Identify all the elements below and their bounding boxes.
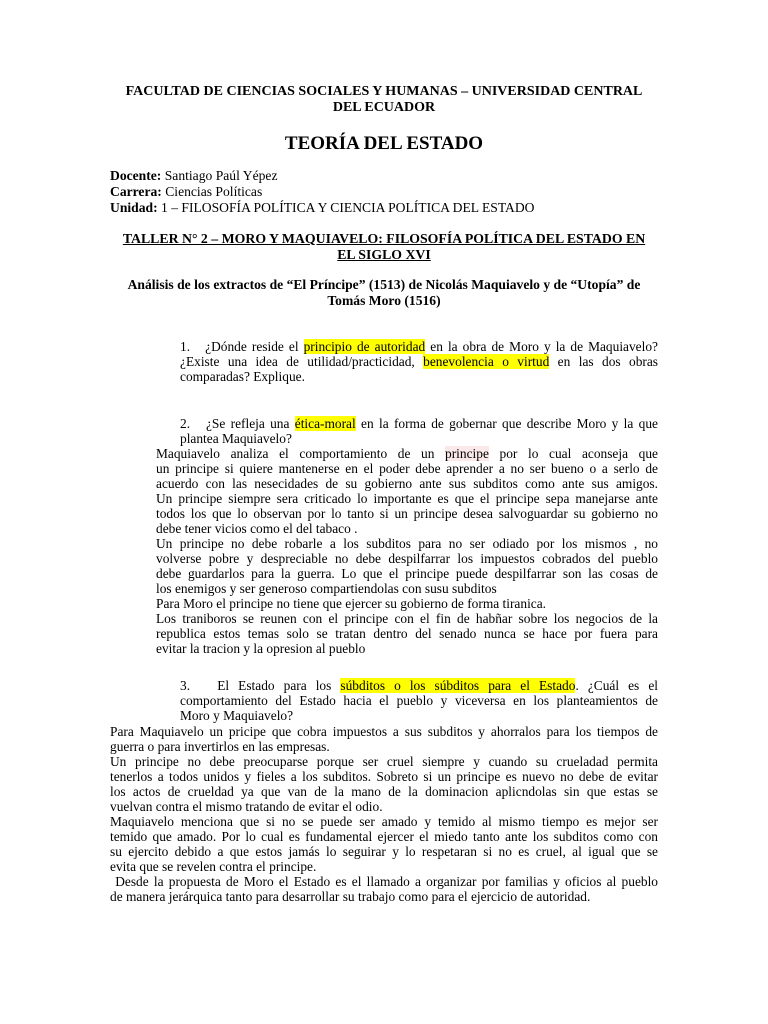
answer-2-line: volverse pobre y despreciable no debe despilfarrar los impuestos cobrados del pueblo [156, 551, 658, 566]
answer-2-line: Los traniboros se reunen con el principe con el fin de habñar sobre los negocios de la [156, 611, 658, 626]
highlight-principio-autoridad: principio de autoridad [303, 339, 426, 354]
highlight-subditos-estado: súbditos o los súbditos para el Estado [340, 678, 576, 693]
question-2-number: 2. [180, 416, 191, 431]
answer-3-line: evita que se revelen contra el principe. [110, 859, 317, 874]
taller-title [0, 231, 768, 263]
text-run: El Estado para los [217, 678, 341, 693]
institution-line-2: DEL ECUADOR [332, 100, 436, 115]
answer-2-line: republica estos temas solo se tratan dentro del senado nunca se hace por fuera para [156, 626, 658, 641]
taller-subtitle [0, 277, 768, 309]
answer-2-line: los enemigos y ser generoso compartiendolas con susu subditos [156, 581, 497, 596]
carrera-row [110, 184, 535, 200]
answer-2-line: debe tener vicios como el del tabaco . [156, 521, 358, 536]
unidad-value: 1 – FILOSOFÍA POLÍTICA Y CIENCIA POLÍTICA DEL ESTADO [157, 200, 535, 215]
answer-2 [156, 446, 658, 656]
taller-title-line-2: EL SIGLO XVI [337, 247, 431, 262]
answer-2-line: un principe si quiere mantenerse en el poder debe aprender a no ser bueno o a serlo de [156, 461, 658, 476]
answer-2-line: Para Moro el principe no tiene que ejercer su gobierno de forma tiranica. [156, 596, 547, 611]
answer-2-line: acuerdo con las nesecidades de su gobierno ante sus subditos como ante sus amigos. [156, 476, 658, 491]
docente-label: Docente: [110, 168, 162, 183]
institution-line-1: FACULTAD DE CIENCIAS SOCIALES Y HUMANAS – UNIVERSIDAD CENTRAL [125, 84, 643, 99]
answer-3-line: Para Maquiavelo un pricipe que cobra impuestos a sus subditos y ahorralos para los tiempos de [110, 724, 658, 739]
text-run: en la obra de Moro y la de Maquiavelo? [425, 339, 658, 354]
question-3-line-3: Moro y Maquiavelo? [180, 708, 294, 723]
unidad-label: Unidad: [110, 200, 158, 215]
question-2 [180, 416, 658, 446]
taller-subtitle-line-1: Análisis de los extractos de “El Príncipe” (1513) de Nicolás Maquiavelo y de “Utopía” de [127, 277, 641, 292]
question-3-line-2: comportamiento del Estado hacia el pueblo y viceversa en los planteamientos de [180, 693, 658, 708]
docente-value: Santiago Paúl Yépez [161, 168, 278, 183]
answer-3-line: Un principe no debe preocuparse porque ser cruel siempre y cuando su crueladad permita [110, 754, 658, 769]
answer-3-line: los actos de crueldad ya que van de la mano de la dominacion aplicndolas sin que estas se [110, 784, 658, 799]
answer-2-line: evitar la tracion y la opresion al pueblo [156, 641, 366, 656]
docente-row [110, 168, 535, 184]
course-meta [110, 168, 535, 216]
text-run: Maquiavelo analiza el comportamiento de un [156, 446, 446, 461]
taller-title-line-1: TALLER N° 2 – MORO Y MAQUIAVELO: FILOSOFÍA POLÍTICA DEL ESTADO EN [122, 231, 646, 246]
question-1 [180, 339, 658, 384]
question-1-line-1 [180, 339, 658, 354]
answer-3-line: temido que amado. Por lo cual es fundamental ejercer el miedo tanto ante los subditos como con [110, 829, 658, 844]
answer-3-line: tenerlos a todos unidos y fieles a los subditos. Sobreto si un principe es nuevo no debe de evitar [110, 769, 658, 784]
flagged-word: principe [445, 446, 489, 461]
answer-2-line: Un principe no debe robarle a los subditos para no ser odiado por los mismos , no [156, 536, 658, 551]
highlight-benevolencia: benevolencia o virtud [423, 354, 550, 369]
answer-3-line: Desde la propuesta de Moro el Estado es el llamado a organizar por familias y oficios al pueblo [110, 874, 658, 889]
answer-2-line: debe guardarlos para la guerra. Lo que el principe puede despilfarrar son las cosas de [156, 566, 658, 581]
carrera-value: Ciencias Políticas [161, 184, 263, 199]
answer-3 [110, 724, 658, 904]
answer-3-line: de manera jerárquica tanto para desarrollar su trabajo como para el ejercicio de autoridad. [110, 889, 591, 904]
question-1-number: 1. [180, 339, 191, 354]
course-title: TEORÍA DEL ESTADO [284, 133, 484, 154]
text-run: ¿Existe una idea de utilidad/practicidad, [180, 354, 424, 369]
text-run: por lo cual aconseja que [488, 446, 658, 461]
answer-3-line: su ejercito debido a que estos jamás lo seguirar y lo respetaran si no es cruel, al igual que se [110, 844, 658, 859]
answer-2-line [156, 446, 658, 461]
text-run: . ¿Cuál es el [575, 678, 658, 693]
answer-3-line: Maquiavelo menciona que si no se puede ser amado y temido al mismo tiempo es mejor ser [110, 814, 658, 829]
question-1-line-3: comparadas? Explique. [180, 369, 305, 384]
text-run: ¿Se refleja una [205, 416, 295, 431]
institution-heading [0, 84, 768, 116]
answer-2-line: Un principe siempre sera criticado lo importante es que el principe sepa manejarse ante [156, 491, 658, 506]
question-3 [180, 678, 658, 723]
answer-2-line: todos los que lo observan por lo tanto si un principe desea salvoguardar su gobierno no [156, 506, 658, 521]
answer-3-line: guerra o para invertirlos en las empresas. [110, 739, 330, 754]
answer-3-line: vuelvan contra el mismo tratando de evitar el odio. [110, 799, 383, 814]
text-run: en la forma de gobernar que describe Moro y la que [355, 416, 658, 431]
question-3-line-1 [180, 678, 658, 693]
question-2-line-1 [180, 416, 658, 431]
text-run: ¿Dónde reside el [205, 339, 304, 354]
question-2-line-2: plantea Maquiavelo? [180, 431, 292, 446]
question-3-number: 3. [180, 678, 191, 693]
taller-subtitle-line-2: Tomás Moro (1516) [327, 293, 441, 308]
unidad-row [110, 200, 535, 216]
text-run: en las dos obras [549, 354, 659, 369]
question-1-line-2 [180, 354, 658, 369]
carrera-label: Carrera: [110, 184, 162, 199]
highlight-etica-moral: ética-moral [294, 416, 356, 431]
